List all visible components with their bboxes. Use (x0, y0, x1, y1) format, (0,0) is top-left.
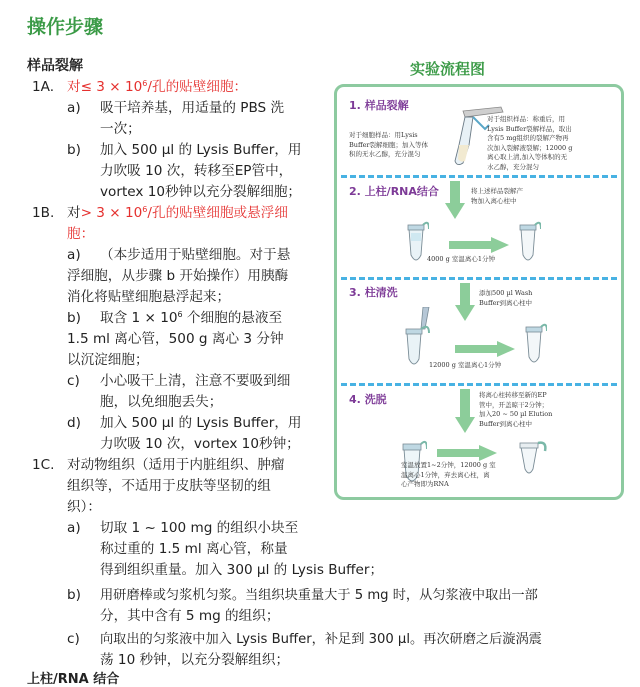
flowchart-title: 实验流程图 (410, 60, 486, 78)
down-arrow-icon (455, 389, 475, 433)
step-1a-b-line3: vortex 10秒钟以充分裂解细胞； (100, 184, 302, 200)
note-line: 物加入离心柱中 (471, 196, 517, 205)
step-1b-b-line1-part1: 取含 1 × 10 (100, 310, 178, 326)
note-line: 次加入裂解液裂解；12000 g (487, 143, 573, 152)
note-line: Lysis Buffer裂解样品，取出 (487, 124, 572, 133)
step-1c-a-line1: 切取 1 ~ 100 mg 的组织小块至 (100, 520, 299, 536)
note-line: 将上述样品裂解产 (471, 187, 523, 195)
flow-step-name: 上柱/RNA结合 (364, 185, 439, 198)
step-1b-heading-part2: /孔的贴壁细胞或悬浮细 (147, 205, 288, 221)
flow-step-3-title (349, 284, 398, 300)
note-line: 积的无水乙醇，充分混匀 (349, 150, 421, 158)
step-1b-a-line1: （本步适用于贴壁细胞。对于悬 (100, 247, 291, 263)
flow-step-number: 4. (349, 393, 361, 406)
right-arrow-icon (449, 237, 509, 253)
step-1b-c-line2: 胞，以免细胞丢失； (100, 394, 223, 410)
item-label: b) (67, 142, 81, 158)
note-line: 温离心1分钟，弃去离心柱，离 (401, 470, 490, 479)
flow-step-name: 洗脱 (364, 393, 387, 406)
flow-step-number: 2. (349, 185, 361, 198)
step-1c-c-line2: 荡 10 秒钟，以充分裂解组织； (100, 652, 290, 668)
step-1c-a-line2: 称过重的 1.5 ml 离心管，称量 (100, 541, 288, 557)
note-line: 将离心柱转移至新的EP (479, 391, 547, 399)
note-line: 管中，开盖晾干2分钟； (479, 400, 549, 409)
flow-step-3-note-top (479, 289, 599, 308)
note-line: Buffer到离心柱中 (479, 298, 533, 307)
item-label: a) (67, 520, 81, 536)
flow-step-number: 1. (349, 99, 361, 112)
step-1c-b-line1: 用研磨棒或匀浆机匀浆。当组织块重量大于 5 mg 时，从匀浆液中取出一部 (100, 588, 538, 603)
superscript: 6 (142, 79, 148, 88)
right-arrow-icon (437, 445, 497, 461)
item-label: b) (67, 310, 81, 326)
step-1a-heading-part1: 对≤ 3 × 10 (67, 79, 143, 95)
step-1a-b-line2: 力吹吸 10 次，转移至EP管中， (100, 163, 293, 179)
flow-step-4-note-top (479, 391, 609, 429)
step-id-1a: 1A. (32, 79, 55, 95)
flow-step-2-note-top (471, 187, 591, 206)
item-label: a) (67, 247, 81, 263)
item-label: a) (67, 100, 81, 116)
flow-step-2-note-bottom: 4000 g 室温离心1分钟 (427, 255, 495, 263)
superscript: 6 (177, 310, 183, 319)
step-1c-b-line2: 分，其中含有 5 mg 的组织； (100, 608, 280, 624)
item-label: b) (67, 587, 81, 603)
down-arrow-icon (445, 181, 465, 219)
step-1b-b-line1-part2: 个细胞的悬液至 (182, 310, 283, 326)
step-1a-a-line1: 吸干培养基，用适量的 PBS 洗 (100, 100, 285, 116)
note-line: Buffer到离心柱中 (479, 419, 533, 428)
step-id-1c: 1C. (32, 457, 55, 473)
step-1b-heading-part1: > 3 × 10 (80, 205, 143, 221)
note-line: 对于细胞样品：用Lysis (349, 131, 418, 139)
item-label: c) (67, 373, 80, 389)
right-arrow-icon (455, 341, 515, 357)
step-1b-d-line1: 加入 500 µl 的 Lysis Buffer，用 (100, 415, 302, 431)
note-line: Buffer裂解细胞；加入等体 (349, 140, 429, 149)
note-line: 水乙醇，充分混匀 (487, 162, 539, 171)
step-1b-b-line1 (100, 308, 282, 329)
flow-step-1-note-left (349, 131, 449, 160)
flow-step-1-note-right (487, 115, 612, 172)
section-divider (341, 175, 617, 178)
note-line: 加入20 ~ 50 µl Elution (479, 410, 553, 418)
flow-step-4-title (349, 391, 387, 407)
step-1c-line1: 对动物组织（适用于内脏组织、肿瘤 (67, 457, 285, 473)
note-line: 添加500 µl Wash (479, 289, 533, 297)
step-1a-b-line1: 加入 500 µl 的 Lysis Buffer，用 (100, 142, 302, 158)
step-1a-heading (67, 77, 247, 98)
flow-step-number: 3. (349, 286, 361, 299)
flowchart-panel (334, 84, 624, 500)
flow-step-4-note-bottom (401, 461, 541, 490)
item-label: c) (67, 631, 80, 647)
down-arrow-icon (455, 283, 475, 321)
step-1b-b-line3: 以沉淀细胞； (67, 352, 149, 368)
step-id-1b: 1B. (32, 205, 55, 221)
step-1b-c-line1: 小心吸干上清，注意不要吸到细 (100, 373, 291, 389)
page-title: 操作步骤 (27, 16, 104, 38)
section-divider (341, 383, 617, 386)
superscript: 6 (142, 205, 148, 214)
step-1c-line2: 组织等，不适用于皮肤等坚韧的组 (67, 478, 271, 494)
flow-step-name: 样品裂解 (364, 99, 409, 112)
item-label: d) (67, 415, 81, 431)
spin-column-tube-icon (403, 221, 429, 267)
step-1b-b-line2: 1.5 ml 离心管，500 g 离心 3 分钟 (67, 331, 284, 347)
flow-step-1-title (349, 97, 409, 113)
section-divider (341, 277, 617, 280)
flow-step-2-title (349, 183, 439, 199)
step-1b-a-line2: 浮细胞，从步骤 b 开始操作）用胰酶 (67, 268, 289, 284)
step-1b-heading (67, 203, 288, 224)
note-line: 对于组织样品：称重后，用 (487, 115, 565, 123)
note-line: 含有5 mg组织的裂解产物再 (487, 134, 569, 142)
step-1c-c-line1: 向取出的匀浆液中加入 Lysis Buffer，补足到 300 µl。再次研磨之后漩涡震 (100, 632, 542, 647)
note-line: 心产物即为RNA (401, 480, 449, 488)
step-1b-heading-prefix: 对 (67, 205, 81, 221)
flow-step-name: 柱清洗 (364, 286, 398, 299)
note-line: 离心取上清,加入等体积的无 (487, 153, 568, 161)
step-1b-d-line2: 力吹吸 10 次，vortex 10秒钟； (100, 436, 300, 452)
step-1c-line3: 织）： (67, 499, 101, 515)
step-1b-heading-cont: 胞： (67, 226, 95, 242)
step-1a-a-line2: 一次； (100, 121, 141, 137)
step-1b-a-line3: 消化将贴壁细胞悬浮起来； (67, 289, 231, 305)
section-heading-binding: 上柱/RNA 结合 (27, 672, 120, 687)
section-heading-lysis: 样品裂解 (27, 58, 83, 74)
step-1a-heading-part2: /孔的贴壁细胞： (147, 79, 248, 95)
note-line: 室温放置1~2分钟，12000 g 室 (401, 461, 496, 469)
step-1c-a-line3: 得到组织重量。加入 300 µl 的 Lysis Buffer； (100, 562, 384, 578)
flow-step-3-note-bottom: 12000 g 室温离心1分钟 (429, 361, 502, 369)
